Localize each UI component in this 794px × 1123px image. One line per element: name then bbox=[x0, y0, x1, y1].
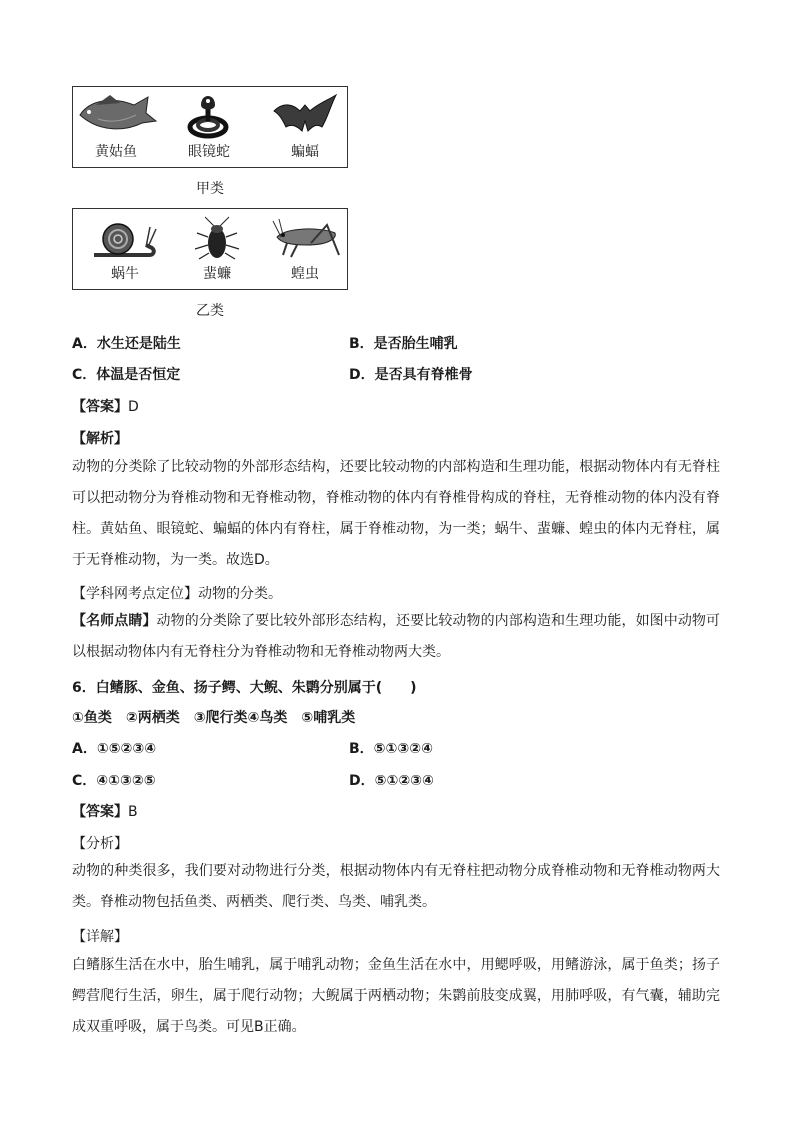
animal-fish bbox=[76, 91, 156, 161]
animal-label: 蜚蠊 bbox=[203, 266, 231, 282]
q6-choices: ①鱼类 ②两栖类 ③爬行类④鸟类 ⑤哺乳类 bbox=[72, 710, 356, 726]
animal-locust bbox=[265, 215, 345, 283]
locust-icon bbox=[267, 215, 343, 261]
answer-value: B bbox=[128, 804, 138, 820]
cobra-icon bbox=[184, 91, 234, 139]
animal-label: 眼镜蛇 bbox=[188, 144, 230, 160]
cockroach-icon bbox=[187, 215, 247, 261]
animal-cockroach bbox=[177, 215, 257, 283]
animal-cobra bbox=[169, 91, 249, 161]
q5-kaodian bbox=[72, 583, 282, 603]
animal-label: 蜗牛 bbox=[111, 266, 139, 282]
answer-label: 【答案】 bbox=[72, 804, 128, 820]
fish-icon bbox=[76, 91, 162, 139]
animal-snail bbox=[85, 215, 165, 283]
q6-xiangjie-text: 白鳍豚生活在水中，胎生哺乳，属于哺乳动物；金鱼生活在水中，用鳃呼吸，用鳍游泳，属于鱼类；扬子鳄营爬行生活，卵生，属于爬行动物；大鲵属于两栖动物；朱鹮前肢变成翼，用肺呼吸，有气囊，辅助完成双重呼吸，属于鸟类。可见B正确。 bbox=[72, 957, 720, 1035]
q6-answer bbox=[72, 801, 138, 821]
q5-option-c: C．体温是否恒定 bbox=[72, 367, 181, 383]
q6-option-c: C．④①③②⑤ bbox=[72, 773, 156, 789]
q5-analysis-label: 【解析】 bbox=[72, 431, 128, 447]
q6-option-d: D．⑤①②③④ bbox=[349, 773, 434, 789]
kaodian-text: 动物的分类。 bbox=[198, 586, 282, 602]
figure-caption-jia: 甲类 bbox=[196, 181, 224, 197]
q6-fenxi-label: 【分析】 bbox=[72, 836, 128, 852]
animal-label: 蝙蝠 bbox=[291, 144, 319, 160]
snail-icon bbox=[90, 215, 160, 261]
figure-yi-box bbox=[72, 208, 348, 290]
animal-label: 蝗虫 bbox=[291, 266, 319, 282]
animal-bat bbox=[265, 91, 345, 161]
q6-stem: 6．白鳍豚、金鱼、扬子鳄、大鲵、朱鹮分别属于( ) bbox=[72, 680, 417, 696]
bat-icon bbox=[270, 91, 340, 139]
q5-mingshi bbox=[72, 606, 720, 668]
answer-label: 【答案】 bbox=[72, 399, 128, 415]
q5-analysis-text: 动物的分类除了比较动物的外部形态结构，还要比较动物的内部构造和生理功能，根据动物体内有无脊柱可以把动物分为脊椎动物和无脊椎动物，脊椎动物的体内有脊椎骨构成的脊柱，无脊椎动物的体内没有脊柱。黄姑鱼、眼镜蛇、蝙蝠的体内有脊柱，属于脊椎动物，为一类；蜗牛、蜚蠊、蝗虫的体内无脊柱，属于无脊椎动物，为一类。故选D。 bbox=[72, 459, 720, 568]
q5-option-a: A．水生还是陆生 bbox=[72, 336, 181, 352]
q6-option-b: B．⑤①③②④ bbox=[349, 741, 433, 757]
q6-option-a: A．①⑤②③④ bbox=[72, 741, 157, 757]
q5-option-d: D．是否具有脊椎骨 bbox=[349, 367, 473, 383]
mingshi-text: 动物的分类除了要比较外部形态结构，还要比较动物的内部构造和生理功能，如图中动物可以根据动物体内有无脊柱分为脊椎动物和无脊椎动物两大类。 bbox=[72, 613, 721, 660]
q6-fenxi-text: 动物的种类很多，我们要对动物进行分类，根据动物体内有无脊柱把动物分成脊椎动物和无脊椎动物两大类。脊椎动物包括鱼类、两栖类、爬行类、鸟类、哺乳类。 bbox=[72, 863, 720, 910]
figure-caption-yi: 乙类 bbox=[196, 303, 224, 319]
figure-jia-box bbox=[72, 86, 348, 168]
kaodian-label: 【学科网考点定位】 bbox=[72, 586, 198, 602]
q5-answer bbox=[72, 396, 139, 416]
q6-xiangjie-label: 【详解】 bbox=[72, 929, 128, 945]
q5-option-b: B．是否胎生哺乳 bbox=[349, 336, 458, 352]
answer-value: D bbox=[128, 399, 139, 415]
mingshi-label: 【名师点睛】 bbox=[72, 613, 157, 629]
animal-label: 黄姑鱼 bbox=[95, 144, 137, 160]
